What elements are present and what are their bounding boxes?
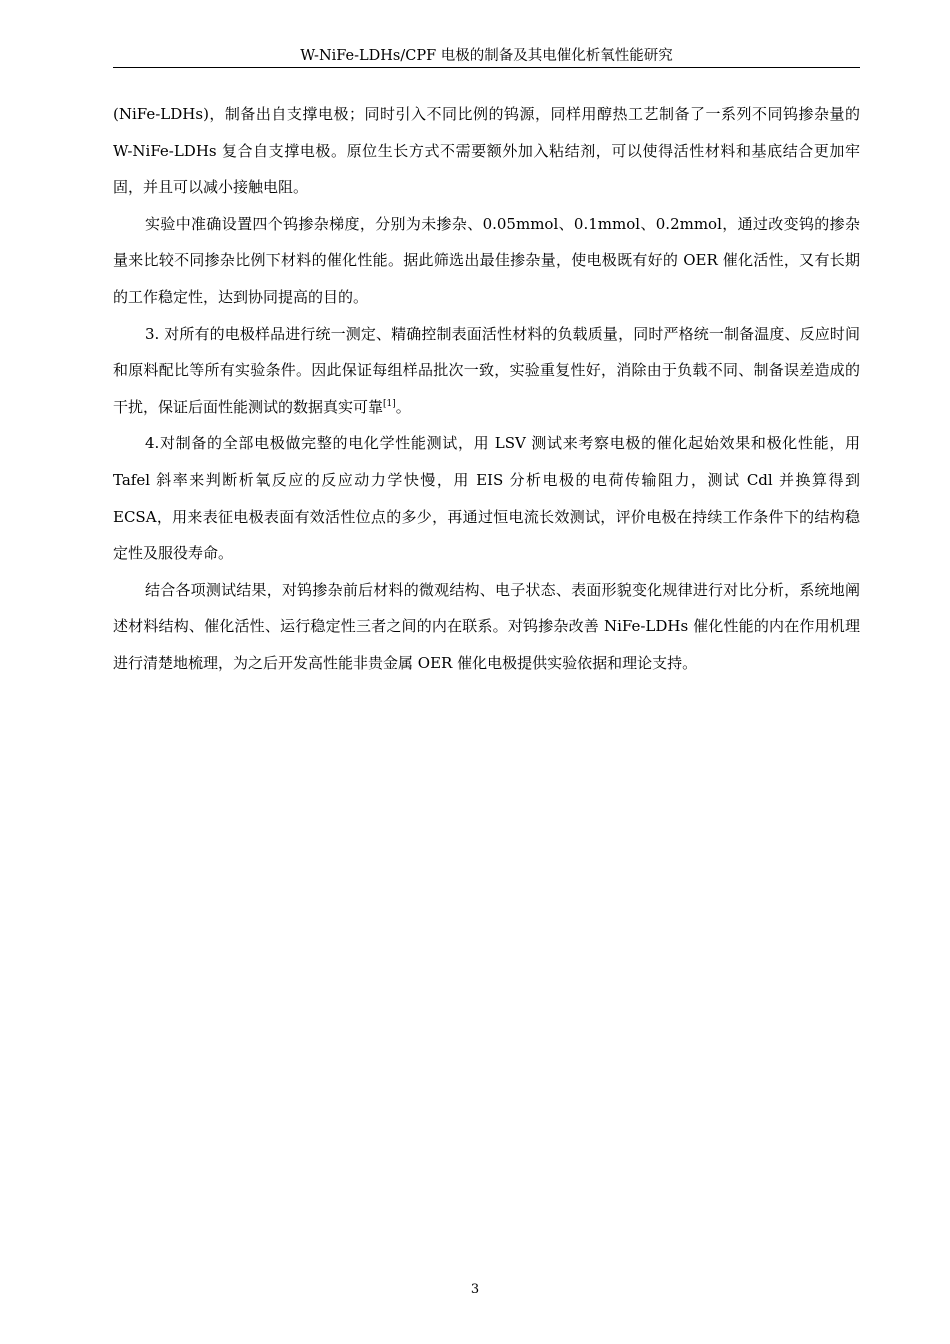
citation-tail: 。 bbox=[395, 397, 411, 416]
page-header-title: W-NiFe-LDHs/CPF 电极的制备及其电催化析氧性能研究 bbox=[300, 48, 673, 64]
paragraph-conclusion: 结合各项测试结果，对钨掺杂前后材料的微观结构、电子状态、表面形貌变化规律进行对比分析，系统地阐述材料结构、催化活性、运行稳定性三者之间的内在联系。对钨掺杂改善 NiFe-LDHs 催化性能的内在作用机理进行清楚地梳理，为之后开发高性能非贵金属 OER 催化电极提供实验依据和理论支持。 bbox=[113, 580, 860, 672]
paragraph-uniform-testing bbox=[113, 316, 860, 426]
body-text bbox=[113, 96, 860, 682]
header-divider bbox=[113, 67, 860, 68]
paragraph-continuation: (NiFe-LDHs)，制备出自支撑电极；同时引入不同比例的钨源，同样用醇热工艺制备了一系列不同钨掺杂量的 W-NiFe-LDHs 复合自支撑电极。原位生长方式不需要额外加入粘结剂，可以使得活性材料和基底结合更加牢固，并且可以减小接触电阻。 bbox=[113, 105, 860, 197]
citation-ref: [1] bbox=[383, 398, 396, 409]
paragraph-electrochemical-tests: 4.对制备的全部电极做完整的电化学性能测试，用 LSV 测试来考察电极的催化起始效果和极化性能，用 Tafel 斜率来判断析氧反应的反应动力学快慢，用 EIS 分析电极的电荷传输阻力，测试 Cdl 并换算得到 ECSA，用来表征电极表面有效活性位点的多少，再通过恒电流长效测试，评价电极在持续工作条件下的结构稳定性及服役寿命。 bbox=[113, 434, 860, 563]
paragraph-uniform-testing-text: 3. 对所有的电极样品进行统一测定、精确控制表面活性材料的负载质量，同时严格统一制备温度、反应时间和原料配比等所有实验条件。因此保证每组样品批次一致，实验重复性好，消除由于负载不同、制备误差造成的干扰，保证后面性能测试的数据真实可靠 bbox=[113, 324, 860, 416]
paragraph-doping-gradient: 实验中准确设置四个钨掺杂梯度，分别为未掺杂、0.05mmol、0.1mmol、0.2mmol，通过改变钨的掺杂量来比较不同掺杂比例下材料的催化性能。据此筛选出最佳掺杂量，使电极既有好的 OER 催化活性，又有长期的工作稳定性，达到协同提高的目的。 bbox=[113, 214, 860, 306]
page-number: 3 bbox=[470, 1282, 480, 1297]
